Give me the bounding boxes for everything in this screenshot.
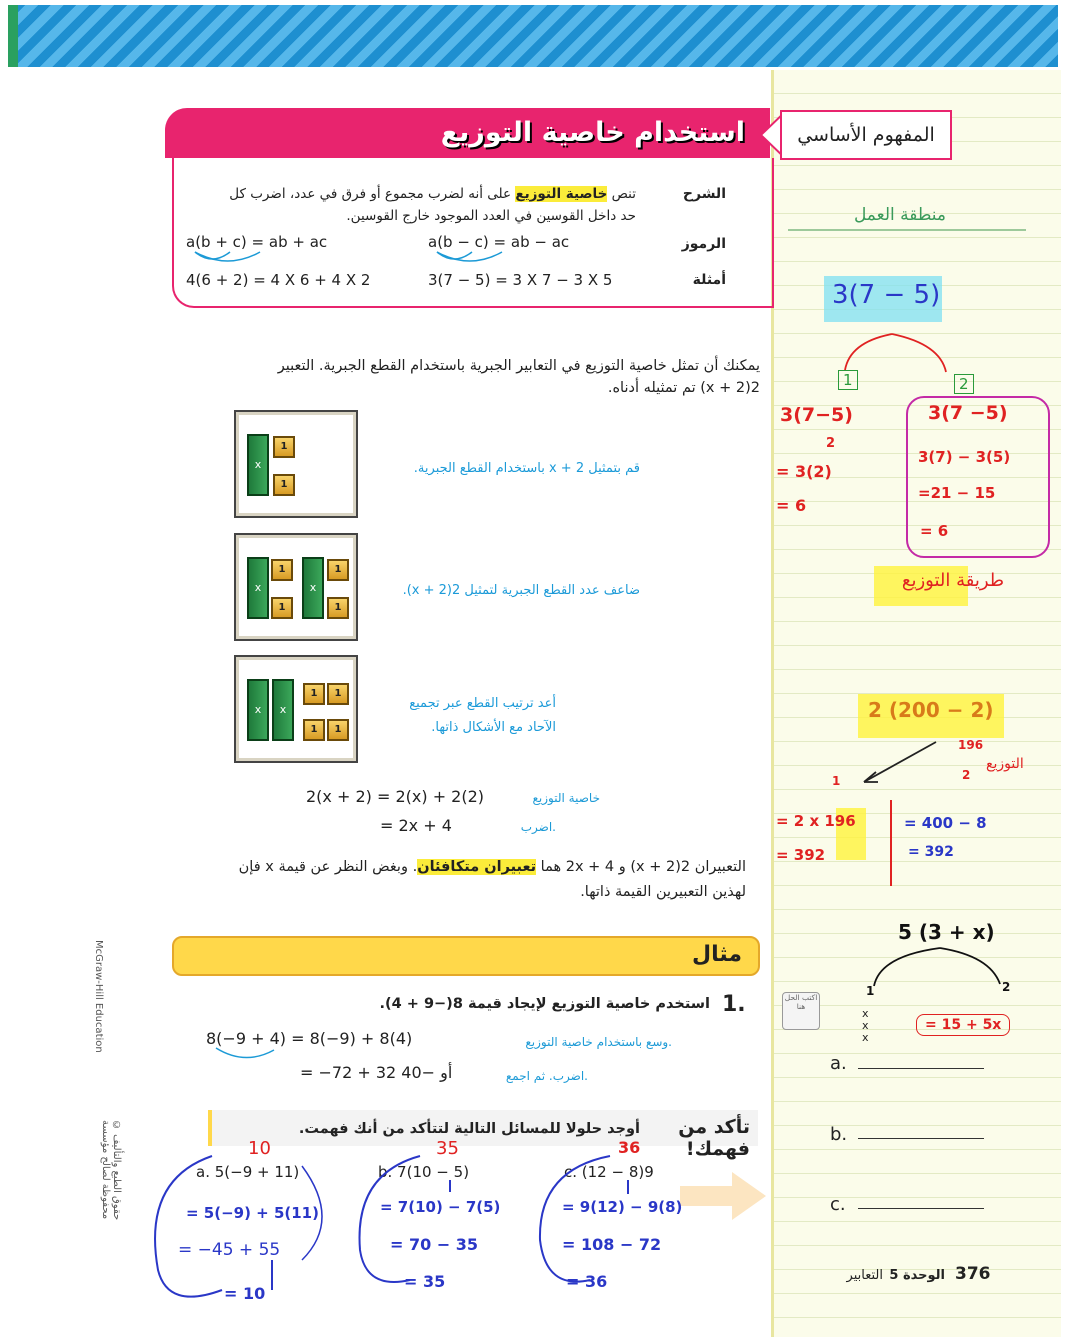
hw-c-answer: = 36	[566, 1272, 608, 1291]
intro-line1: يمكنك أن تمثل خاصية التوزيع في التعابير الجبرية باستخدام القطع الجبرية. التعبير	[277, 358, 760, 374]
hw-c2: 2	[962, 768, 971, 782]
unit-title: التعابير	[846, 1268, 883, 1283]
one-tile: 1	[271, 597, 293, 619]
explanation-text	[190, 183, 636, 227]
example-header: مثال	[692, 942, 742, 967]
one-tile: 1	[327, 683, 349, 705]
equivalent-post: . وبغض النظر عن قيمة x فإن	[238, 859, 418, 875]
hw-a-step2: = −45 + 55	[178, 1240, 281, 1260]
one-tile: 1	[273, 436, 295, 458]
distribute-arcs-add	[190, 248, 270, 268]
answer-label-a: a.	[830, 1053, 847, 1074]
check-instruction: أوجد حلولا للمسائل التالية لتتأكد من أنك فهمت.	[298, 1121, 640, 1137]
intro-text	[180, 355, 760, 399]
one-tile: 1	[303, 719, 325, 741]
distribute-arcs-sub	[432, 248, 512, 268]
hw-b-answer: = 35	[404, 1272, 446, 1291]
hw-n1: 1	[838, 370, 858, 390]
x-tile: x	[302, 557, 324, 619]
hw-left2: 2	[826, 436, 836, 451]
hw-right4: = 6	[920, 522, 949, 540]
x-tile: x	[247, 557, 269, 619]
answer-line-a[interactable]	[858, 1068, 984, 1069]
hw-expr3: 5 (3 + x)	[898, 920, 995, 944]
explanation-pre: تنص	[607, 186, 636, 202]
hw-a-step1: = 5(−9) + 5(11)	[186, 1204, 319, 1222]
hw-a-curve	[152, 1140, 348, 1320]
hw-c-curve	[530, 1140, 700, 1310]
concept-label: المفهوم الأساسي	[780, 110, 952, 160]
example-add: 4(6 + 2) = 4 X 6 + 4 X 2	[186, 271, 371, 289]
derivation-note2: اضرب.	[520, 820, 556, 834]
hw-method: طريقة التوزيع	[901, 570, 1005, 591]
hw-left1: 3(7−5)	[780, 404, 853, 426]
hw-split-arrows-2	[860, 946, 1020, 994]
x-tile: x	[247, 679, 269, 741]
example-step1-note: وسع باستخدام خاصية التوزيع.	[525, 1035, 672, 1049]
one-tile: 1	[327, 719, 349, 741]
concept-title: استخدام خاصية التوزيع	[440, 117, 745, 148]
hw-left4: = 6	[776, 496, 807, 515]
derivation-line2: = 2x + 4	[380, 816, 452, 835]
example-step2-note: اضرب. ثم اجمع.	[505, 1069, 588, 1083]
explanation-post: على أنه لضرب مجموع أو فرق في عدد، اضرب كل	[229, 186, 516, 202]
symbol-add: a(b + c) = ab + ac	[186, 233, 328, 251]
intro-line2: 2(x + 2) تم تمثيله أدناه.	[607, 380, 760, 396]
hw-r2: = 392	[908, 844, 954, 860]
hw-l1: = 2 x 196	[776, 812, 856, 830]
derivation-line1: 2(x + 2) = 2(x) + 2(2)	[306, 787, 485, 806]
example-prompt: استخدم خاصية التوزيع لإيجاد قيمة 8(−9 + 4).	[379, 996, 710, 1012]
one-tile: 1	[271, 559, 293, 581]
explanation-line2: حد داخل القوسين في العدد الموجود خارج القوسين.	[346, 208, 636, 224]
unit-label: الوحدة 5	[889, 1268, 945, 1283]
tile-note-3-line1: أعد ترتيب القطع عبر تجميع	[409, 696, 556, 711]
hw-c-step1: = 9(12) − 9(8)	[562, 1198, 683, 1216]
hw-divider	[890, 800, 892, 886]
equivalent-term: تعبيران متكافئان	[417, 859, 537, 875]
hw-b-top: 35	[436, 1138, 459, 1159]
hw-c1: 1	[832, 774, 841, 788]
answer-line-b[interactable]	[858, 1138, 984, 1139]
top-banner	[8, 5, 1058, 67]
example-distribute-arc	[210, 1044, 290, 1066]
explanation-term: خاصية التوزيع	[515, 186, 608, 202]
hw-left3: = 3(2)	[776, 462, 832, 481]
work-area-divider	[788, 229, 1026, 231]
hw-l2: = 392	[776, 846, 826, 864]
one-tile: 1	[327, 559, 349, 581]
hw-right3: =21 − 15	[918, 484, 996, 502]
explanation-label: الشرح	[682, 186, 726, 202]
hw-196: 196	[958, 738, 984, 752]
hw-expr1: 3(7 − 5)	[832, 280, 941, 310]
symbols-label: الرموز	[681, 236, 726, 252]
hw-a-top: 10	[248, 1138, 271, 1159]
show-work-icon: اكتب الحل هنا	[782, 992, 820, 1030]
x-tile: x	[272, 679, 294, 741]
one-tile: 1	[273, 474, 295, 496]
hw-expr2: 2 (200 − 2)	[868, 698, 994, 722]
hw-b-curve	[350, 1140, 526, 1310]
examples-label: أمثلة	[692, 272, 726, 288]
problem-c: c. (12 − 8)9	[564, 1163, 654, 1181]
hw-dist: التوزيع	[986, 756, 1024, 772]
check-title: تأكد من فهمك!	[678, 1116, 750, 1160]
hw-c-top: 36	[618, 1138, 641, 1157]
tile-note-3-line2: الآحاد مع الأشكال ذاتها.	[431, 720, 556, 735]
hw-right1: 3(7 −5)	[928, 402, 1008, 424]
answer-label-c: c.	[830, 1194, 846, 1215]
copyright-text: حقوق الطبع والتأليف © محفوظة لصالح مؤسسة	[100, 1120, 122, 1221]
hw-e1: 1	[866, 984, 875, 998]
hw-n2: 2	[954, 374, 974, 394]
hw-branch-arrow	[836, 738, 946, 788]
x-tile: x	[247, 434, 269, 496]
one-tile: 1	[327, 597, 349, 619]
equivalent-line2: لهذين التعبيرين القيمة ذاتها.	[580, 884, 746, 900]
hw-right2: 3(7) − 3(5)	[918, 448, 1011, 466]
answer-label-b: b.	[830, 1124, 848, 1145]
hw-e2: 2	[1002, 980, 1011, 994]
answer-line-c[interactable]	[858, 1208, 984, 1209]
page-number: 376	[955, 1264, 991, 1284]
example-sub: 3(7 − 5) = 3 X 7 − 3 X 5	[428, 271, 613, 289]
example-step2: = −72 + 32 أو −40	[300, 1063, 453, 1082]
hw-c-step2: = 108 − 72	[562, 1235, 662, 1254]
tile-note-1: قم بتمثيل x + 2 باستخدام القطع الجبرية.	[413, 461, 640, 476]
tile-note-2: ضاعف عدد القطع الجبرية لتمثيل 2(x + 2).	[402, 583, 640, 598]
hw-e3: = 15 + 5x	[916, 1014, 1010, 1036]
equivalent-pre: التعبيران 2(x + 2) و 2x + 4 هما	[536, 859, 746, 875]
problem-b: b. 7(10 − 5)	[378, 1163, 470, 1181]
equivalent-text	[180, 855, 746, 905]
derivation-note1: خاصية التوزيع	[532, 791, 600, 805]
example-step1: 8(−9 + 4) = 8(−9) + 8(4)	[206, 1029, 413, 1048]
tile-note-3	[330, 692, 556, 740]
hw-b-step2: = 70 − 35	[390, 1235, 479, 1254]
publisher-text: McGraw-Hill Education	[93, 940, 104, 1053]
problem-a: a. 5(−9 + 11)	[196, 1163, 300, 1181]
banner-edge	[8, 5, 18, 67]
hw-b-step1: = 7(10) − 7(5)	[380, 1198, 501, 1216]
hw-a-answer: = 10	[224, 1284, 266, 1303]
hw-xs: x x x	[862, 1007, 869, 1044]
hw-r1: = 400 − 8	[904, 814, 987, 832]
symbol-sub: a(b − c) = ab − ac	[428, 233, 570, 251]
one-tile: 1	[303, 683, 325, 705]
example-number: 1.	[722, 992, 746, 1017]
work-area-title: منطقة العمل	[853, 205, 947, 225]
